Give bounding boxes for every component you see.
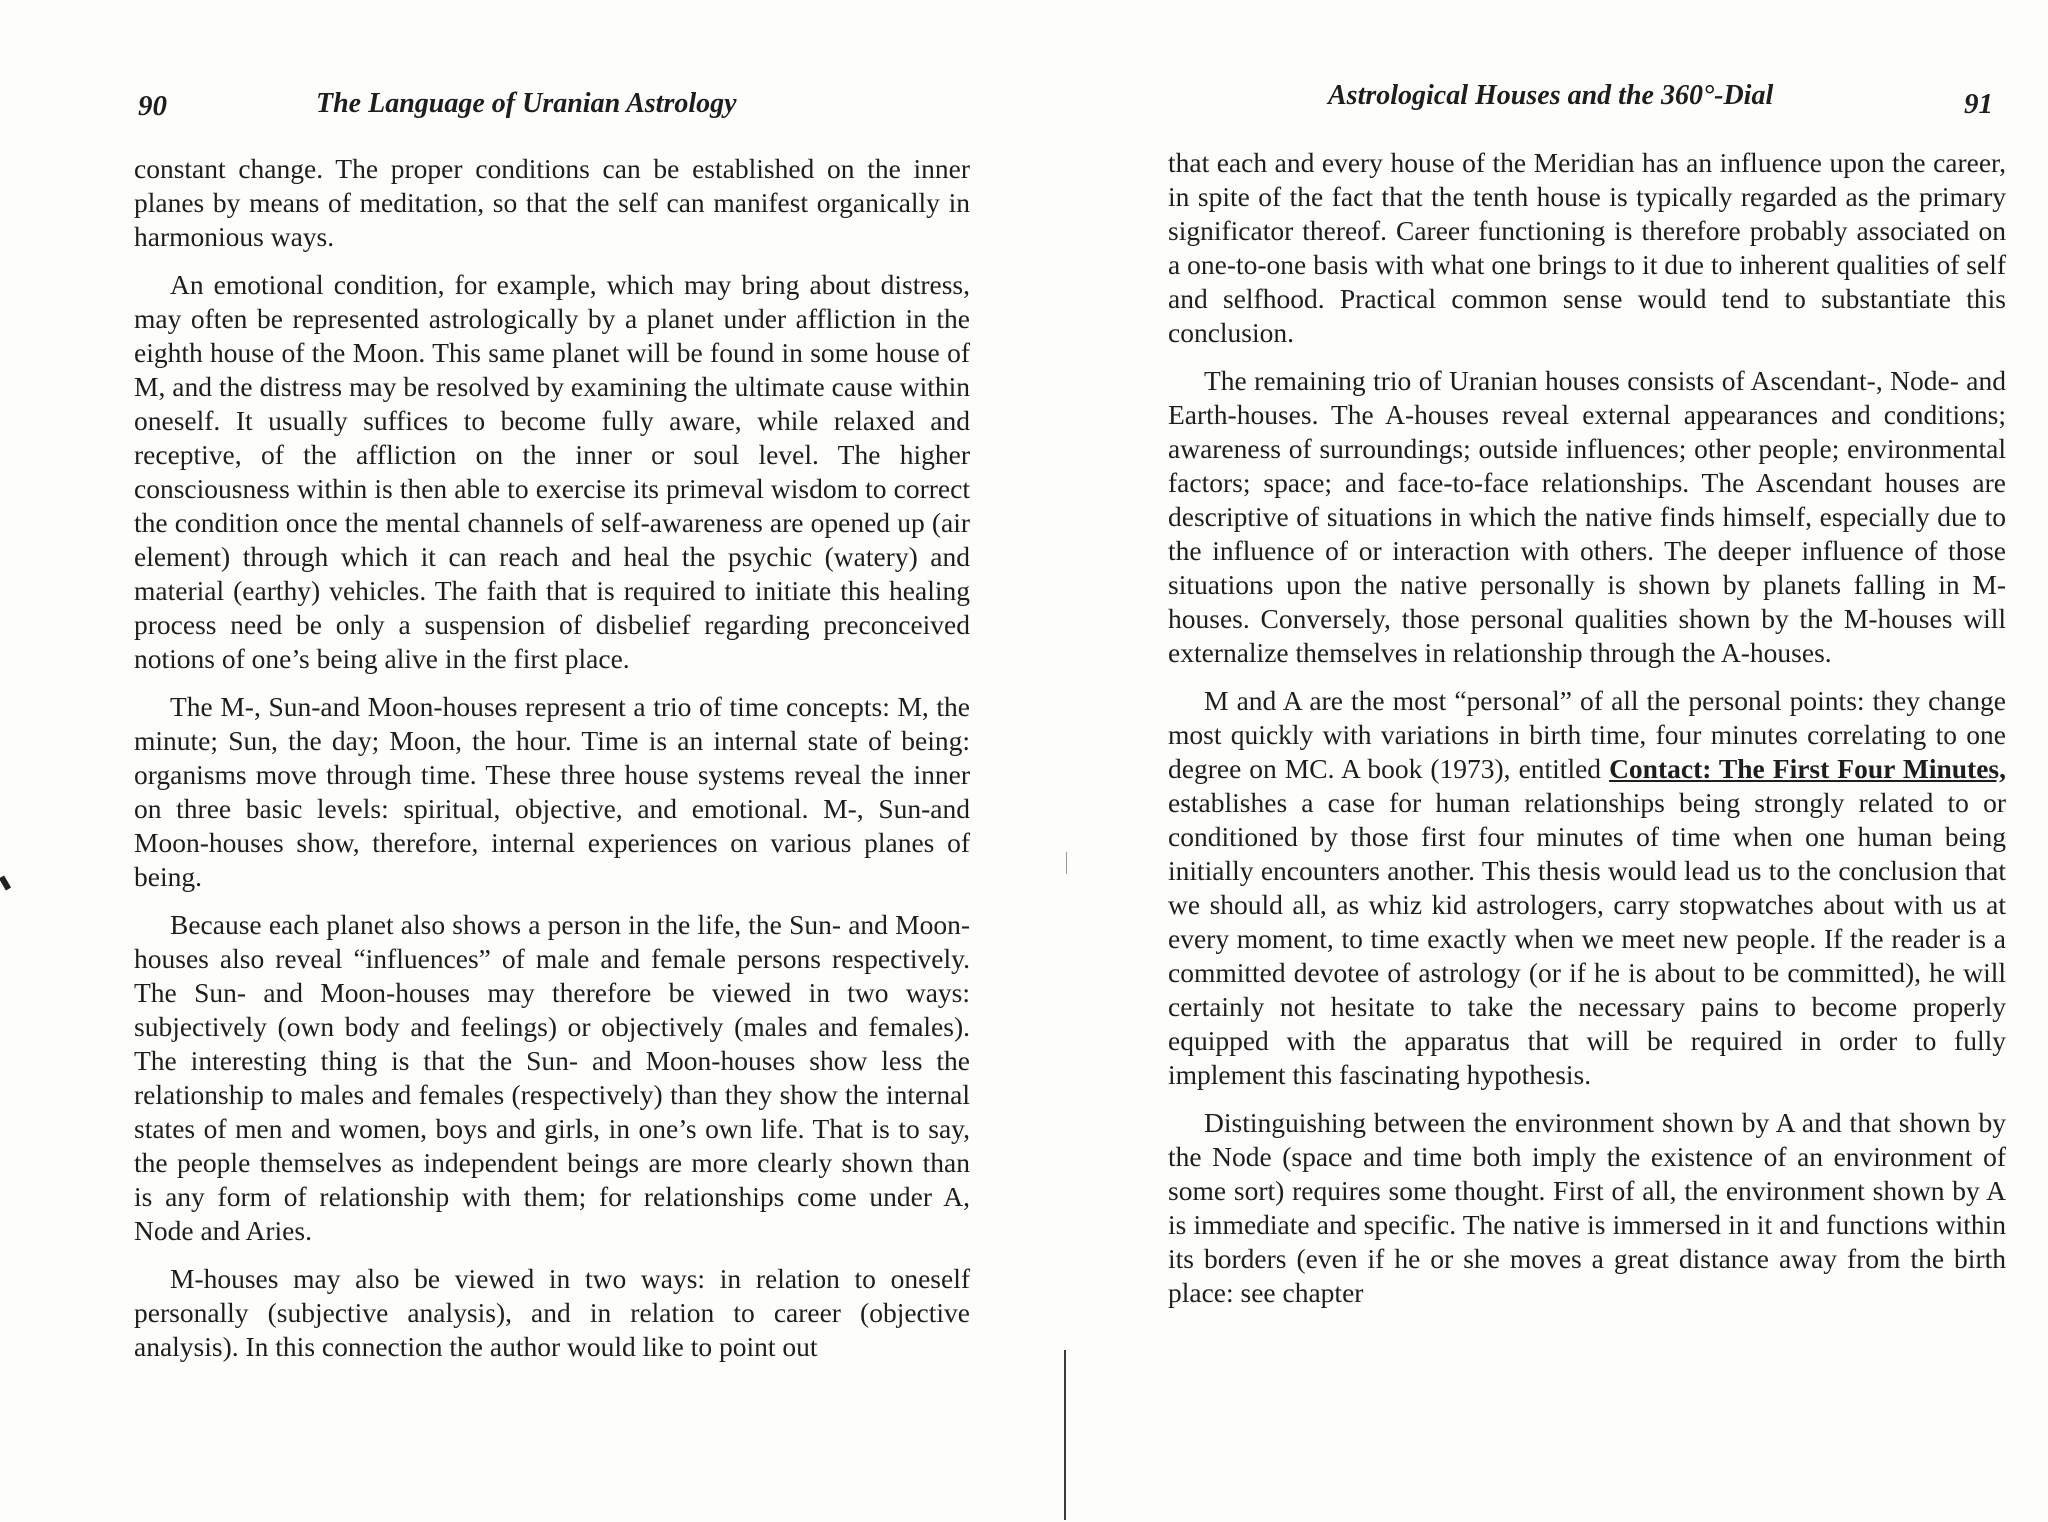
right-paragraph-3-end: establishes a case for human relationships being strongly related to or conditioned by those first four minutes of time when one human being initially encounters another. This thesis would lead us to the conclusion that we should all, as whiz kid astrologers, carry stopwatches about with us at every moment, to time exactly when we meet new people. If the reader is a committed devotee of astrology (or if he is about to be committed), he will certainly not hesitate to take the necessary pains to become properly equipped with the apparatus that will be required in order to fully implement this fascinating hypothesis. bbox=[1168, 787, 2006, 1090]
right-paragraph-3 bbox=[1168, 684, 2006, 1092]
right-page bbox=[1080, 0, 2048, 1522]
right-paragraph-1: that each and every house of the Meridian has an influence upon the career, in spite of the fact that the tenth house is typically regarded as the primary significator thereof. Career functioning is therefore probably associated on a one-to-one basis with what one brings to it due to inherent qualities of self and selfhood. Practical common sense would tend to substantiate this conclusion. bbox=[1168, 147, 2006, 348]
left-running-header: The Language of Uranian Astrology bbox=[316, 88, 737, 119]
book-title: Contact: The First Four Minutes, bbox=[1609, 753, 2006, 784]
left-paragraph-5: M-houses may also be viewed in two ways: in relation to oneself personally (subjective analysis), and in relation to career (objective analysis). In this connection the author would like to point out bbox=[134, 1263, 970, 1362]
left-paragraph-3: The M-, Sun-and Moon-houses represent a trio of time concepts: M, the minute; Sun, the day; Moon, the hour. Time is an internal state of being: organisms move through time. These three house systems reveal the inner on three basic levels: spiritual, objective, and emotional. M-, Sun-and Moon-houses show, therefore, internal experiences on various planes of being. bbox=[134, 691, 970, 892]
left-body-text bbox=[134, 152, 970, 1378]
right-running-header: Astrological Houses and the 360°-Dial bbox=[1328, 80, 1774, 111]
left-paragraph-4: Because each planet also shows a person in the life, the Sun- and Moon-houses also reveal “influences” of male and female persons respectively. The Sun- and Moon-houses may therefore be viewed in two ways: subjectively (own body and feelings) or objectively (males and females). The interesting thing is that the Sun- and Moon-houses show less the relationship to males and females (respectively) than they show the internal states of men and women, boys and girls, in one’s own life. That is to say, the people themselves as independent beings are more clearly shown than is any form of relationship with them; for relationships come under A, Node and Aries. bbox=[134, 909, 970, 1246]
right-paragraph-4: Distinguishing between the environment shown by A and that shown by the Node (space and time both imply the existence of an environment of some sort) requires some thought. First of all, the environment shown by A is immediate and specific. The native is immersed in it and functions within its borders (even if he or she moves a great distance away from the birth place: see chapter bbox=[1168, 1107, 2006, 1308]
right-paragraph-2: The remaining trio of Uranian houses consists of Ascendant-, Node- and Earth-houses. The A-houses reveal external appearances and conditions; awareness of surroundings; outside influences; other people; environmental factors; space; and face-to-face relationships. The Ascendant houses are descriptive of situations in which the native finds himself, especially due to the influence of or interaction with others. The deeper influence of those situations upon the native personally is shown by planets falling in M-houses. Conversely, those personal qualities shown by the M-houses will externalize themselves in relationship through the A-houses. bbox=[1168, 365, 2006, 668]
right-page-number: 91 bbox=[1964, 88, 1993, 120]
right-body-text bbox=[1168, 146, 2006, 1324]
left-page-number: 90 bbox=[138, 90, 167, 122]
book-spine bbox=[1064, 1350, 1066, 1520]
spine-mark bbox=[1066, 852, 1067, 874]
left-paragraph-1: constant change. The proper conditions can be established on the inner planes by means of meditation, so that the self can manifest organically in harmonious ways. bbox=[134, 153, 970, 252]
left-paragraph-2: An emotional condition, for example, which may bring about distress, may often be represented astrologically by a planet under affliction in the eighth house of the Moon. This same planet will be found in some house of M, and the distress may be resolved by examining the ultimate cause within oneself. It usually suffices to become fully aware, while relaxed and receptive, of the affliction on the inner or soul level. The higher consciousness within is then able to exercise its primeval wisdom to correct the condition once the mental channels of self-awareness are opened up (air element) through which it can reach and heal the psychic (watery) and material (earthy) vehicles. The faith that is required to initiate this healing process need be only a suspension of disbelief regarding preconceived notions of one’s being alive in the first place. bbox=[134, 269, 970, 674]
right-paragraph-3-start: M and A are the most “personal” of all the personal points: they change most quickly with variations in birth time, four minutes correlating to one degree on MC. A book (1973), entitled bbox=[1168, 685, 2006, 784]
